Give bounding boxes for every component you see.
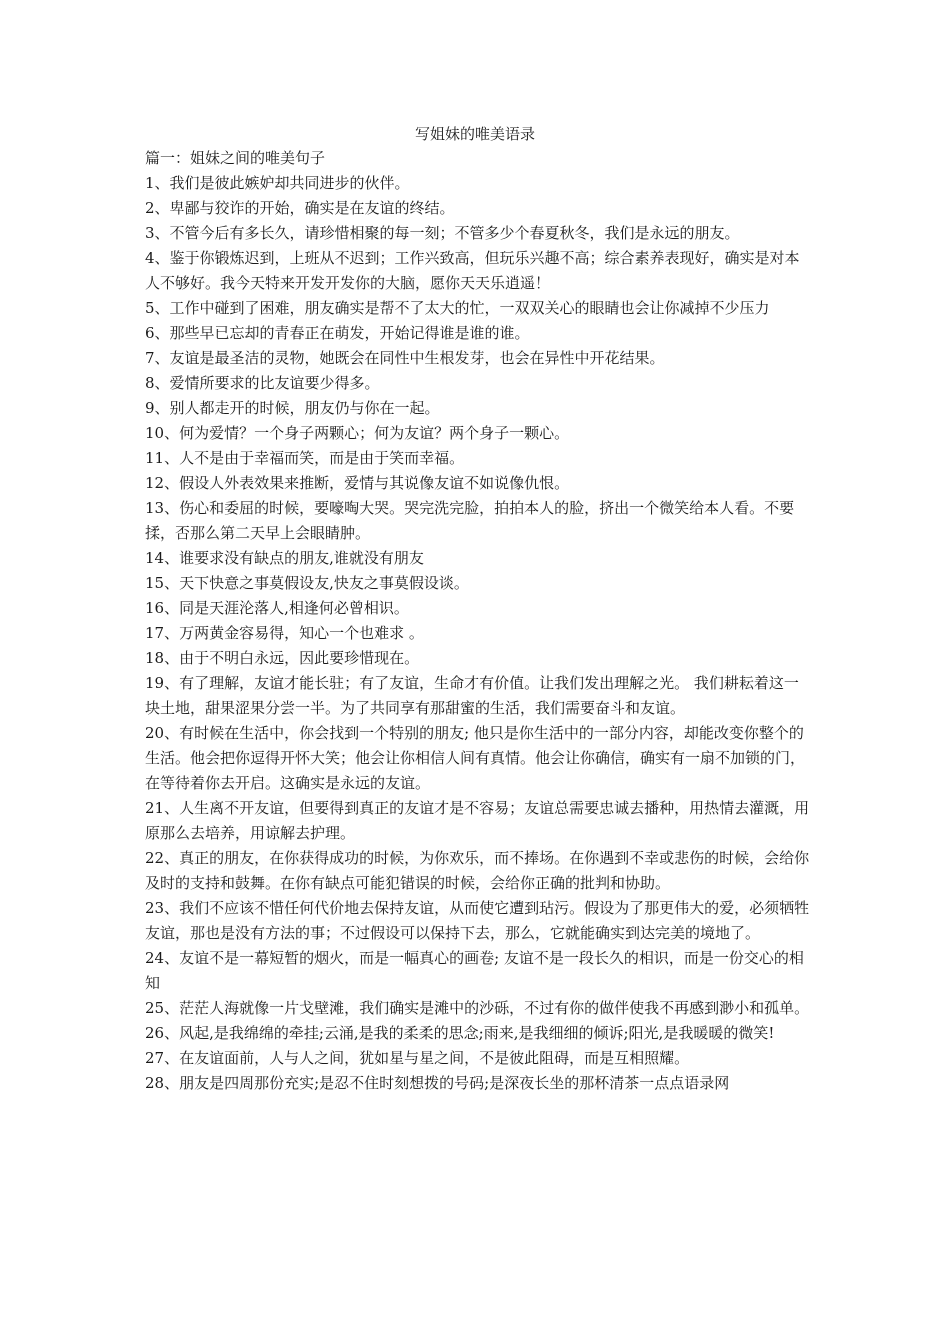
list-item: 5、工作中碰到了困难，朋友确实是帮不了太大的忙，一双双关心的眼睛也会让你减掉不少压力 (145, 299, 770, 317)
list-item: 13、伤心和委屈的时候，要嚎啕大哭。哭完洗完脸，拍拍本人的脸，挤出一个微笑给本人看。不要揉，否那么第二天早上会眼睛肿。 (145, 499, 795, 542)
document-title: 写姐妹的唯美语录 (414, 125, 535, 143)
list-item: 22、真正的朋友，在你获得成功的时候，为你欢乐，而不捧场。在你遇到不幸或悲伤的时候，会给你及时的支持和鼓舞。在你有缺点可能犯错误的时候，会给你正确的批判和协助。 (145, 849, 810, 892)
list-item: 15、天下快意之事莫假设友,快友之事莫假设谈。 (145, 574, 469, 592)
list-item: 9、别人都走开的时候，朋友仍与你在一起。 (145, 399, 440, 417)
list-item: 23、我们不应该不惜任何代价地去保持友谊，从而使它遭到玷污。假设为了那更伟大的爱，必须牺牲友谊，那也是没有方法的事；不过假设可以保持下去，那么，它就能确实到达完美的境地了。 (145, 899, 810, 942)
list-item: 1、我们是彼此嫉妒却共同进步的伙伴。 (145, 174, 410, 192)
section-heading: 篇一：姐妹之间的唯美句子 (145, 149, 326, 167)
list-item: 2、卑鄙与狡诈的开始，确实是在友谊的终结。 (145, 199, 455, 217)
list-item: 28、朋友是四周那份充实;是忍不住时刻想拨的号码;是深夜长坐的那杯清茶一点点语录网 (145, 1074, 730, 1092)
list-item: 4、鉴于你锻炼迟到，上班从不迟到；工作兴致高，但玩乐兴趣不高；综合素养表现好，确实是对本人不够好。我今天特来开发开发你的大脑，愿你天天乐逍遥！ (145, 249, 800, 292)
list-item: 17、万两黄金容易得，知心一个也难求 。 (145, 624, 424, 642)
list-item: 11、人不是由于幸福而笑，而是由于笑而幸福。 (145, 449, 465, 467)
list-item: 3、不管今后有多长久，请珍惜相聚的每一刻；不管多少个春夏秋冬，我们是永远的朋友。 (145, 224, 740, 242)
list-item: 10、何为爱情？一个身子两颗心；何为友谊？两个身子一颗心。 (145, 424, 570, 442)
list-item: 27、在友谊面前，人与人之间，犹如星与星之间，不是彼此阻碍，而是互相照耀。 (145, 1049, 690, 1067)
list-item: 25、茫茫人海就像一片戈壁滩，我们确实是滩中的沙砾，不过有你的做伴使我不再感到渺小和孤单。 (145, 999, 810, 1017)
list-item: 6、那些早已忘却的青春正在萌发，开始记得谁是谁的谁。 (145, 324, 530, 342)
list-item: 16、同是天涯沦落人,相逢何必曾相识。 (145, 599, 409, 617)
list-item: 19、有了理解，友谊才能长驻；有了友谊，生命才有价值。让我们发出理解之光。 我们耕耘着这一块土地，甜果涩果分尝一半。为了共同享有那甜蜜的生活，我们需要奋斗和友谊。 (145, 674, 799, 717)
document-body (145, 146, 812, 1096)
list-item: 7、友谊是最圣洁的灵物，她既会在同性中生根发芽，也会在异性中开花结果。 (145, 349, 665, 367)
list-item: 18、由于不明白永远，因此要珍惜现在。 (145, 649, 420, 667)
list-item: 12、假设人外表效果来推断，爱情与其说像友谊不如说像仇恨。 (145, 474, 570, 492)
list-item: 8、爱情所要求的比友谊要少得多。 (145, 374, 380, 392)
list-item: 21、人生离不开友谊，但要得到真正的友谊才是不容易；友谊总需要忠诚去播种，用热情去灌溉，用原那么去培养，用谅解去护理。 (145, 799, 810, 842)
list-item: 14、谁要求没有缺点的朋友,谁就没有朋友 (145, 549, 424, 567)
list-item: 20、有时候在生活中，你会找到一个特别的朋友; 他只是你生活中的一部分内容，却能改变你整个的生活。他会把你逗得开怀大笑；他会让你相信人间有真情。他会让你确信，确实有一扇不加锁的门，在等待着你去开启。这确实是永远的友谊。 (145, 724, 806, 792)
list-item: 24、友谊不是一幕短暂的烟火，而是一幅真心的画卷; 友谊不是一段长久的相识，而是一份交心的相知 (145, 949, 804, 992)
list-item: 26、风起,是我绵绵的牵挂;云涌,是我的柔柔的思念;雨来,是我细细的倾诉;阳光,是我暖暖的微笑! (145, 1024, 775, 1042)
